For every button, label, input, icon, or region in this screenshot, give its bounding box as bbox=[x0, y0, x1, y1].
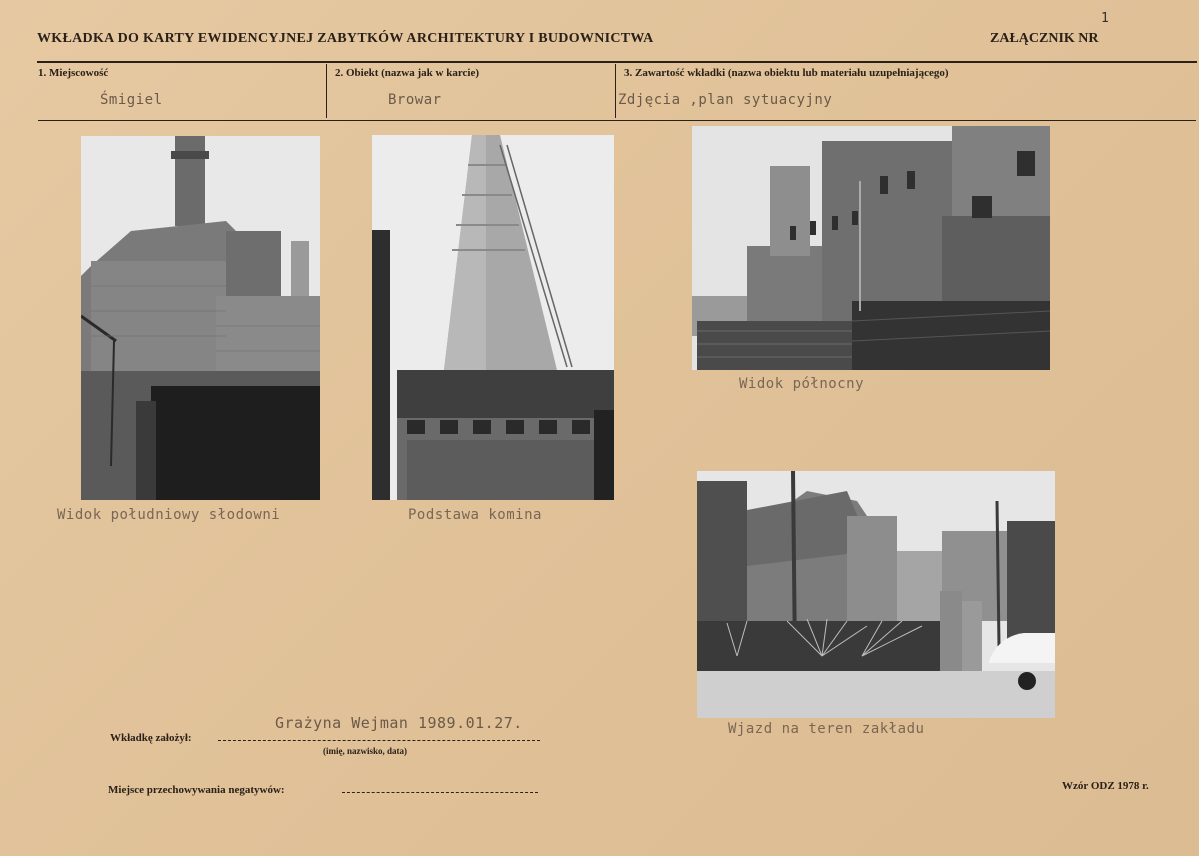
photo-caption-malthouse-south: Widok południowy słodowni bbox=[57, 507, 281, 523]
field-rule-bottom bbox=[38, 120, 1196, 121]
photo-caption-north-view: Widok północny bbox=[739, 376, 865, 392]
location-value: Śmigiel bbox=[100, 92, 163, 108]
top-rule bbox=[37, 61, 1197, 63]
author-line bbox=[218, 740, 540, 741]
field-divider-1 bbox=[326, 64, 327, 118]
photo-malthouse-south bbox=[81, 136, 320, 500]
photo-gate-entrance bbox=[697, 471, 1055, 718]
field-divider-2 bbox=[615, 64, 616, 118]
attachment-number: 1 bbox=[1101, 11, 1109, 26]
author-hint: (imię, nazwisko, data) bbox=[323, 746, 407, 756]
content-label: 3. Zawartość wkładki (nazwa obiektu lub materiału uzupełniającego) bbox=[624, 67, 949, 79]
card-title: WKŁADKA DO KARTY EWIDENCYJNEJ ZABYTKÓW ARCHITEKTURY I BUDOWNICTWA bbox=[37, 31, 654, 46]
attachment-label: ZAŁĄCZNIK NR bbox=[990, 31, 1099, 46]
author-signature: Grażyna Wejman 1989.01.27. bbox=[275, 714, 523, 732]
form-code: Wzór ODZ 1978 r. bbox=[1062, 780, 1149, 792]
object-label: 2. Obiekt (nazwa jak w karcie) bbox=[335, 67, 480, 79]
location-label: 1. Miejscowość bbox=[38, 67, 109, 79]
photo-caption-gate-entrance: Wjazd na teren zakładu bbox=[728, 721, 925, 737]
object-value: Browar bbox=[388, 92, 442, 108]
photo-north-view bbox=[692, 126, 1050, 370]
content-value: Zdjęcia ,plan sytuacyjny bbox=[618, 92, 833, 108]
photo-caption-chimney-base: Podstawa komina bbox=[408, 507, 542, 523]
storage-label: Miejsce przechowywania negatywów: bbox=[108, 784, 285, 796]
storage-line bbox=[342, 792, 538, 793]
photo-chimney-base bbox=[372, 135, 614, 500]
author-label: Wkładkę założył: bbox=[110, 732, 192, 744]
